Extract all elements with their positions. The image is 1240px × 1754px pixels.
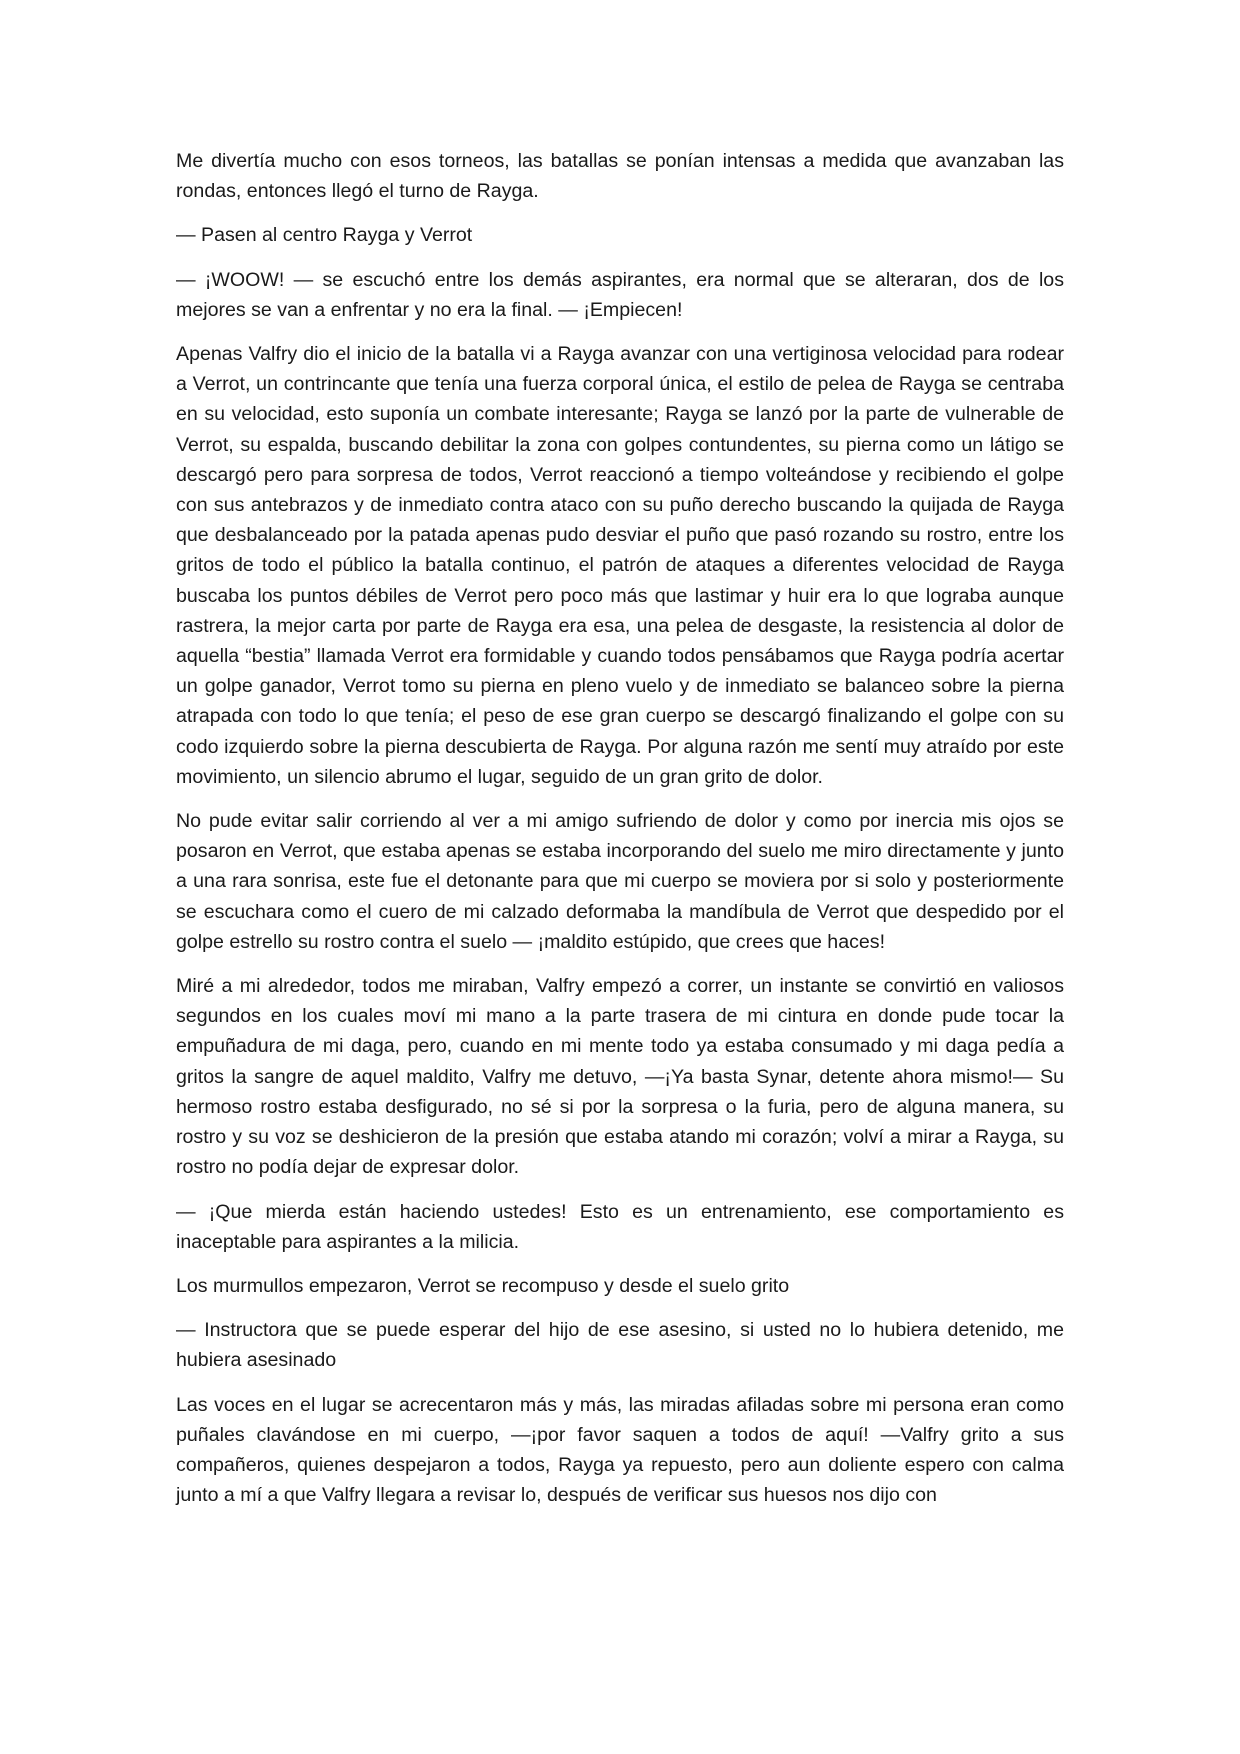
- paragraph-3: — ¡WOOW! — se escuchó entre los demás aspirantes, era normal que se alteraran, dos de los mejores se van a enfrentar y no era la final. — ¡Empiecen!: [176, 268, 1064, 321]
- paragraph-9: — Instructora que se puede esperar del hijo de ese asesino, si usted no lo hubiera detenido, me hubiera asesinado: [176, 1319, 1064, 1372]
- paragraph-1: Me divertía mucho con esos torneos, las batallas se ponían intensas a medida que avanzaban las rondas, entonces llegó el turno de Rayga.: [176, 150, 1064, 203]
- paragraph-10: Las voces en el lugar se acrecentaron más y más, las miradas afiladas sobre mi persona eran como puñales clavándose en mi cuerpo, —¡por favor saquen a todos de aquí! —Valfry grito a sus compañeros, quienes despejaron a todos, Rayga ya repuesto, pero aun doliente espero con calma junto a mí a que Valfry llegara a revisar lo, después de verificar sus huesos nos dijo con: [176, 1393, 1064, 1507]
- paragraph-7: — ¡Que mierda están haciendo ustedes! Esto es un entrenamiento, ese comportamiento es inaceptable para aspirantes a la milicia.: [176, 1200, 1064, 1253]
- paragraph-6: Miré a mi alrededor, todos me miraban, Valfry empezó a correr, un instante se convirtió en valiosos segundos en los cuales moví mi mano a la parte trasera de mi cintura en donde pude tocar la empuñadura de mi daga, pero, cuando en mi mente todo ya estaba consumado y mi daga pedía a gritos la sangre de aquel maldito, Valfry me detuvo, —¡Ya basta Synar, detente ahora mismo!— Su hermoso rostro estaba desfigurado, no sé si por la sorpresa o la furia, pero de alguna manera, su rostro y su voz se deshicieron de la presión que estaba atando mi corazón; volví a mirar a Rayga, su rostro no podía dejar de expresar dolor.: [176, 975, 1064, 1179]
- paragraph-4: Apenas Valfry dio el inicio de la batalla vi a Rayga avanzar con una vertiginosa velocidad para rodear a Verrot, un contrincante que tenía una fuerza corporal única, el estilo de pelea de Rayga se centraba en su velocidad, esto suponía un combate interesante; Rayga se lanzó por la parte de vulnerable de Verrot, su espalda, buscando debilitar la zona con golpes contundentes, su pierna como un látigo se descargó pero para sorpresa de todos, Verrot reaccionó a tiempo volteándose y recibiendo el golpe con sus antebrazos y de inmediato contra ataco con su puño derecho buscando la quijada de Rayga que desbalanceado por la patada apenas pudo desviar el puño que pasó rozando su rostro, entre los gritos de todo el público la batalla continuo, el patrón de ataques a diferentes velocidad de Rayga buscaba los puntos débiles de Verrot pero poco más que lastimar y huir era lo que lograba aunque rastrera, la mejor carta por parte de Rayga era esa, una pelea de desgaste, la resistencia al dolor de aquella “bestia” llamada Verrot era formidable y cuando todos pensábamos que Rayga podría acertar un golpe ganador, Verrot tomo su pierna en pleno vuelo y de inmediato se balanceo sobre la pierna atrapada con todo lo que tenía; el peso de ese gran cuerpo se descargó finalizando el golpe con su codo izquierdo sobre la pierna descubierta de Rayga. Por alguna razón me sentí muy atraído por este movimiento, un silencio abrumo el lugar, seguido de un gran grito de dolor.: [176, 343, 1064, 788]
- paragraph-5: No pude evitar salir corriendo al ver a mi amigo sufriendo de dolor y como por inercia mis ojos se posaron en Verrot, que estaba apenas se estaba incorporando del suelo me miro directamente y junto a una rara sonrisa, este fue el detonante para que mi cuerpo se moviera por si solo y posteriormente se escuchara como el cuero de mi calzado deformaba la mandíbula de Verrot que despedido por el golpe estrello su rostro contra el suelo — ¡maldito estúpido, que crees que haces!: [176, 810, 1064, 953]
- document-page: [176, 146, 1064, 1524]
- paragraph-2: — Pasen al centro Rayga y Verrot: [176, 224, 473, 247]
- paragraph-8: Los murmullos empezaron, Verrot se recompuso y desde el suelo grito: [176, 1274, 790, 1297]
